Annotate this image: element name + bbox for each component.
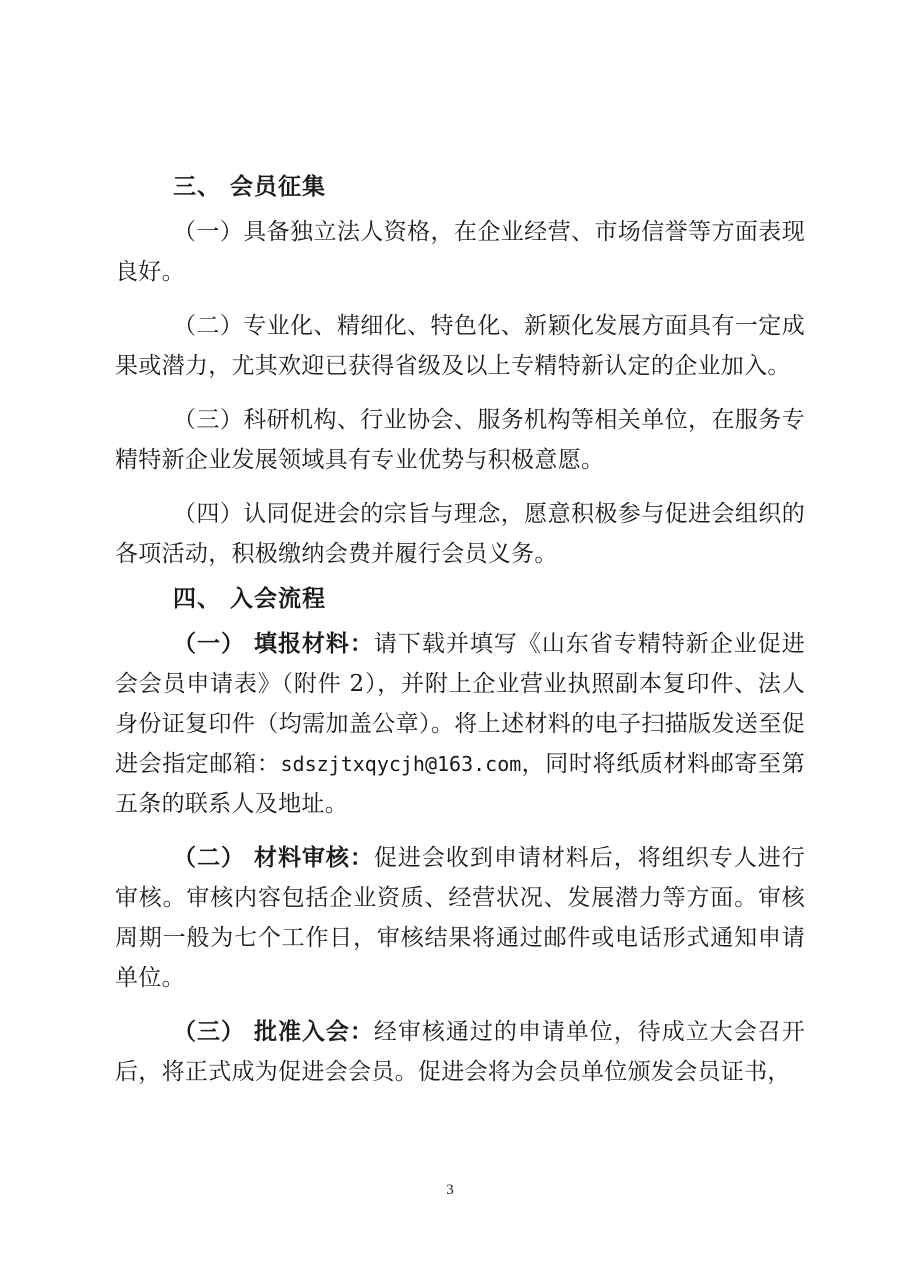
section-4-step-2 (115, 838, 805, 998)
section-3-item-4: （四）认同促进会的宗旨与理念，愿意积极参与促进会组织的各项活动，积极缴纳会费并履行会员义务。 (115, 501, 805, 567)
step-1-text-b: ，同时将纸质材料邮寄至第五条的联系人及地址。 (115, 751, 805, 817)
step-2-text: 促进会收到申请材料后，将组织专人进行审核。审核内容包括企业资质、经营状况、发展潜力等方面。审核周期一般为七个工作日，审核结果将通过邮件或电话形式通知申请单位。 (115, 845, 805, 991)
section-4-heading: 四、 入会流程 (173, 586, 327, 612)
section-4-step-3 (115, 1012, 805, 1092)
page-body (115, 168, 805, 1092)
section-4-step-1 (115, 624, 805, 824)
step-1-text-a: 请下载并填写《山东省专精特新企业促进会会员申请表》（附件 2），并附上企业营业执照副本复印件、法人身份证复印件（均需加盖公章）。将上述材料的电子扫描版发送至促进会指定邮箱： (115, 631, 805, 777)
page-number: 3 (446, 1182, 454, 1198)
section-3-item-2: （二）专业化、精细化、特色化、新颖化发展方面具有一定成果或潜力，尤其欢迎已获得省级及以上专精特新认定的企业加入。 (115, 313, 805, 379)
step-3-lead: （三） 批准入会： (173, 1019, 374, 1045)
step-1-lead: （一） 填报材料： (173, 631, 374, 657)
section-3-item-1: （一）具备独立法人资格，在企业经营、市场信誉等方面表现良好。 (115, 219, 805, 285)
contact-email: sdszjtxqycjh@163.com (280, 752, 522, 776)
step-3-text: 经审核通过的申请单位，待成立大会召开后，将正式成为促进会会员。促进会将为会员单位颁发会员证书， (115, 1019, 805, 1085)
step-2-lead: （二） 材料审核： (173, 845, 374, 871)
section-3-item-3: （三）科研机构、行业协会、服务机构等相关单位，在服务专精特新企业发展领域具有专业优势与积极意愿。 (115, 407, 805, 473)
section-3-heading: 三、 会员征集 (173, 174, 327, 200)
